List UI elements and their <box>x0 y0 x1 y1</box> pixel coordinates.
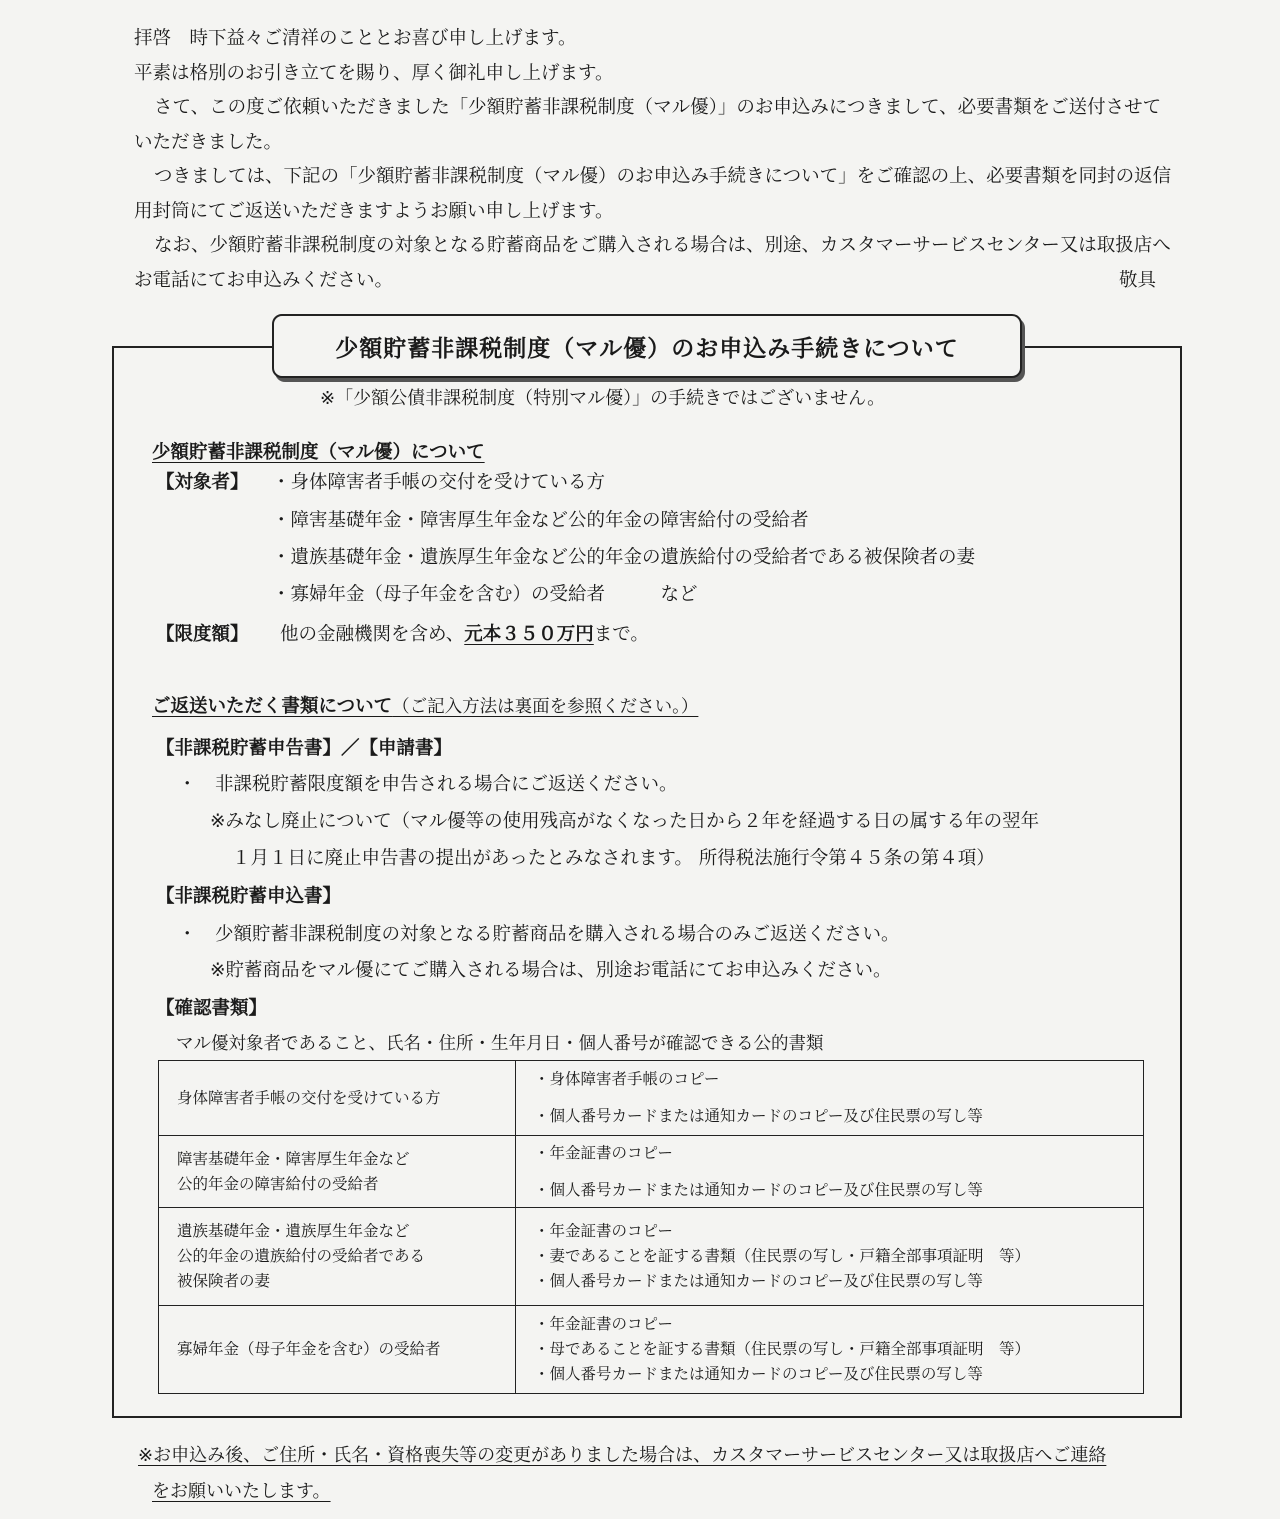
target-cell-line: 公的年金の障害給付の受給者 <box>177 1174 379 1193</box>
cover-letter <box>134 22 1174 298</box>
doc-line: ・個人番号カードまたは通知カードのコピー及び住民票の写し等 <box>534 1365 983 1383</box>
doc-line: ・個人番号カードまたは通知カードのコピー及び住民票の写し等 <box>534 1107 983 1125</box>
target-cell-line: 公的年金の遺族給付の受給者である <box>177 1247 426 1265</box>
return-heading <box>152 692 698 718</box>
application-form-label: 【非課税貯蓄申込書】 <box>156 886 342 907</box>
footer-line-2: をお願いいたします。 <box>152 1481 331 1502</box>
limit-suffix: まで。 <box>593 624 649 645</box>
footer-note <box>138 1438 1178 1510</box>
target-label: 【対象者】 <box>156 472 249 493</box>
letter-paragraph-2: つきましては、下記の「少額貯蓄非課税制度（マル優）のお申込み手続きについて」をご確認の上、必要書類を同封の返信用封筒にてご返送いただきますようお願い申し上げます。 <box>134 166 1172 222</box>
limit-text <box>280 620 649 646</box>
target-cell <box>159 1306 516 1394</box>
docs-cell <box>516 1061 1144 1136</box>
docs-cell <box>516 1306 1144 1394</box>
target-cell <box>159 1208 516 1306</box>
target-cell-line: 寡婦年金（母子年金を含む）の受給者 <box>177 1340 441 1358</box>
doc-line: ・年金証書のコピー <box>534 1222 673 1240</box>
deemed-abolition-note-1: ※みなし廃止について（マル優等の使用残高がなくなった日から２年を経過する日の属する年の翌年 <box>210 811 1040 832</box>
doc-line: ・母であることを証する書類（住民票の写し・戸籍全部事項証明 等） <box>534 1340 1031 1358</box>
table-row <box>159 1136 1144 1208</box>
target-item-3: ・遺族基礎年金・遺族厚生年金など公的年金の遺族給付の受給者である被保険者の妻 <box>272 547 976 568</box>
declaration-form-text: ・ 非課税貯蓄限度額を申告される場合にご返送ください。 <box>178 774 678 795</box>
letter-paragraph-3: なお、少額貯蓄非課税制度の対象となる貯蓄商品をご購入される場合は、別途、カスタマーサービスセンター又は取扱店へお電話にてお申込みください。 <box>134 235 1171 291</box>
target-cell-line: 障害基礎年金・障害厚生年金など <box>177 1149 410 1168</box>
table-row <box>159 1061 1144 1136</box>
docs-cell <box>516 1136 1144 1208</box>
target-cell <box>159 1136 516 1208</box>
target-item-1: ・身体障害者手帳の交付を受けている方 <box>272 472 606 493</box>
confirm-docs-text: マル優対象者であること、氏名・住所・生年月日・個人番号が確認できる公的書類 <box>176 1034 824 1054</box>
declaration-form-label: 【非課税貯蓄申告書】／【申請書】 <box>156 738 453 759</box>
table-row <box>159 1208 1144 1306</box>
limit-prefix: 他の金融機関を含め、 <box>280 624 465 645</box>
doc-line: ・年金証書のコピー <box>534 1315 673 1333</box>
target-cell <box>159 1061 516 1136</box>
target-cell-line: 身体障害者手帳の交付を受けている方 <box>177 1088 441 1107</box>
confirm-docs-table <box>158 1060 1144 1394</box>
limit-amount: 元本３５０万円 <box>464 624 594 645</box>
about-heading: 少額貯蓄非課税制度（マル優）について <box>152 442 485 463</box>
target-cell-line: 被保険者の妻 <box>177 1272 271 1290</box>
doc-line: ・年金証書のコピー <box>534 1143 673 1162</box>
greeting-line: 拝啓 時下益々ご清祥のこととお喜び申し上げます。 <box>134 28 577 49</box>
doc-line: ・身体障害者手帳のコピー <box>534 1070 720 1088</box>
letter-paragraph-1: さて、この度ご依頼いただきました「少額貯蓄非課税制度（マル優）」のお申込みにつきまして、必要書類をご送付させていただきました。 <box>134 97 1162 153</box>
confirm-docs-label: 【確認書類】 <box>156 998 268 1019</box>
doc-line: ・個人番号カードまたは通知カードのコピー及び住民票の写し等 <box>534 1272 983 1290</box>
target-item-4: ・寡婦年金（母子年金を含む）の受給者 など <box>272 584 698 605</box>
thanks-line: 平素は格別のお引き立てを賜り、厚く御礼申し上げます。 <box>134 62 614 84</box>
target-cell-line: 遺族基礎年金・遺族厚生年金など <box>177 1222 410 1240</box>
return-heading-sub: （ご記入方法は裏面を参照ください。） <box>392 697 699 717</box>
application-form-note: ※貯蓄商品をマル優にてご購入される場合は、別途お電話にてお申込みください。 <box>210 960 892 981</box>
return-heading-text: ご返送いただく書類について <box>152 696 393 717</box>
procedure-title: 少額貯蓄非課税制度（マル優）のお申込み手続きについて <box>272 314 1022 378</box>
application-form-text: ・ 少額貯蓄非課税制度の対象となる貯蓄商品を購入される場合のみご返送ください。 <box>178 924 900 945</box>
closing-word: 敬具 <box>1118 269 1156 291</box>
table-row <box>159 1306 1144 1394</box>
footer-line-1: ※お申込み後、ご住所・氏名・資格喪失等の変更がありました場合は、カスタマーサービスセンター又は取扱店へご連絡 <box>138 1445 1107 1466</box>
limit-label: 【限度額】 <box>156 624 249 645</box>
doc-line: ・個人番号カードまたは通知カードのコピー及び住民票の写し等 <box>534 1180 983 1199</box>
docs-cell <box>516 1208 1144 1306</box>
deemed-abolition-note-2: １月１日に廃止申告書の提出があったとみなされます。 所得税法施行令第４５条の第４項） <box>232 848 995 869</box>
target-item-2: ・障害基礎年金・障害厚生年金など公的年金の障害給付の受給者 <box>272 510 809 531</box>
special-maruyu-note: ※「少額公債非課税制度（特別マル優）」の手続きではございません。 <box>320 388 886 409</box>
doc-line: ・妻であることを証する書類（住民票の写し・戸籍全部事項証明 等） <box>534 1247 1031 1265</box>
